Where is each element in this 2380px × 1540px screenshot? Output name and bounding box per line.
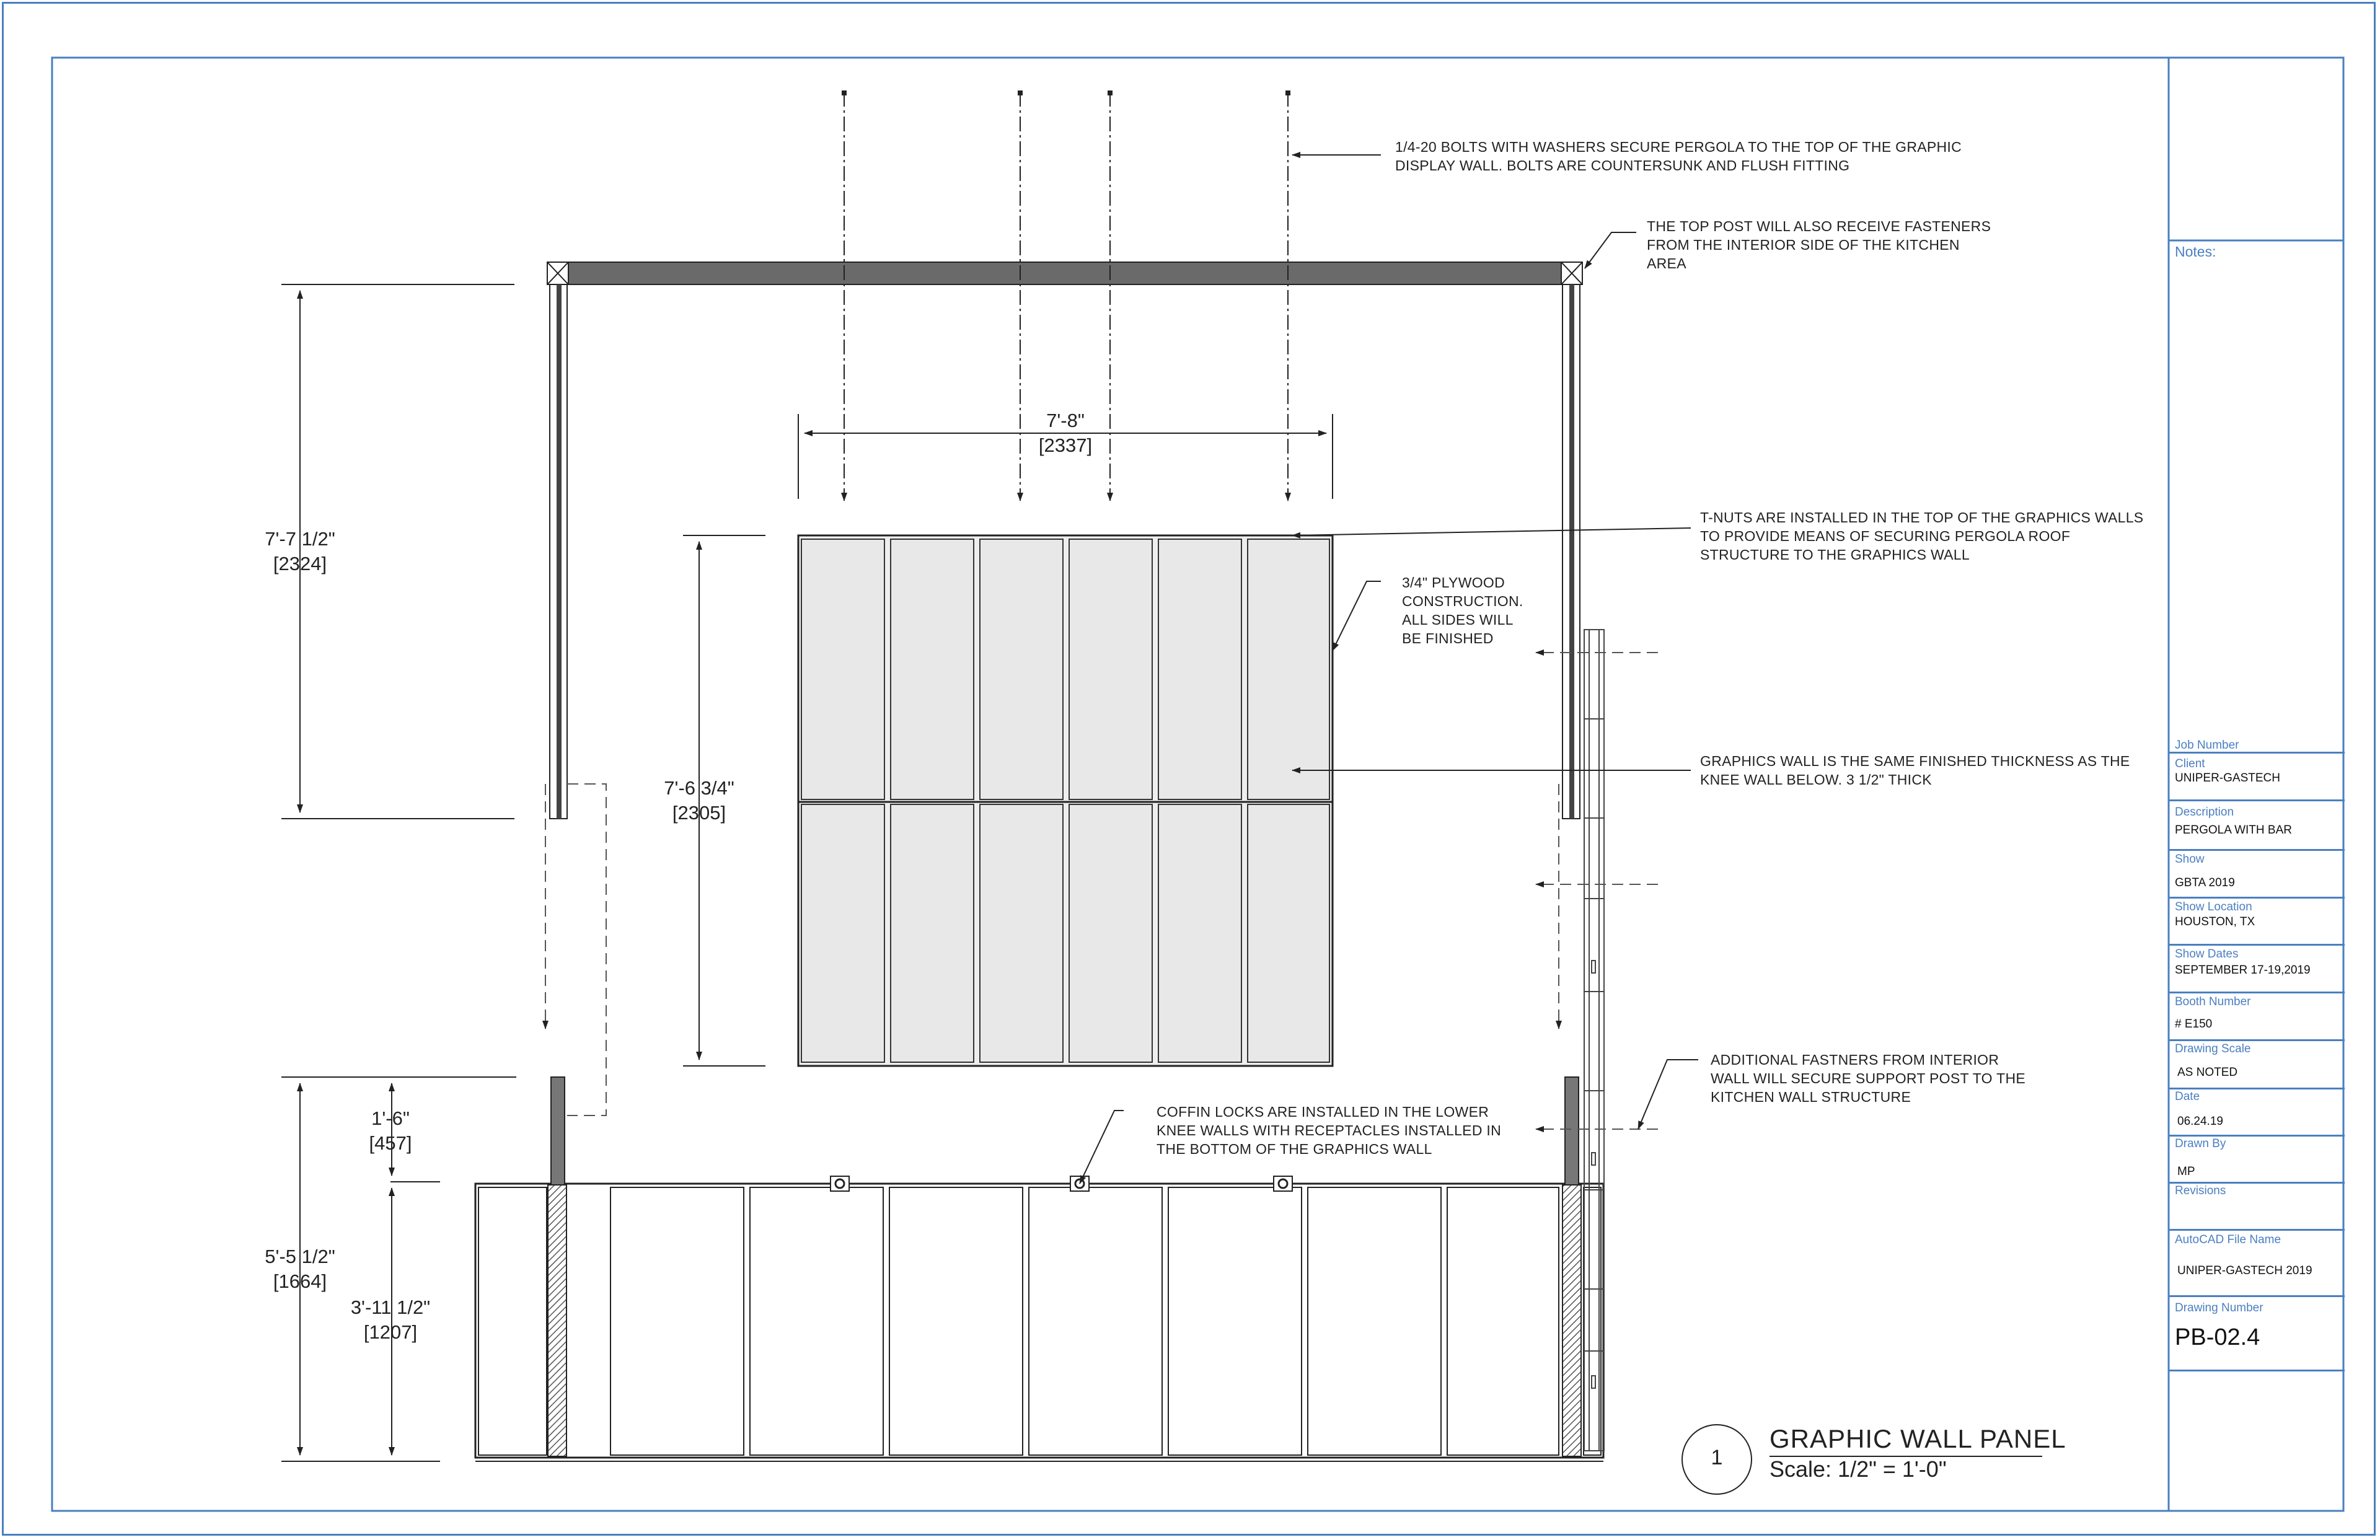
- bolt-heads: [842, 90, 1290, 95]
- dim-knee-wall-height-imperial: 3'-11 1/2": [350, 1296, 431, 1318]
- tb-divider: [2169, 849, 2345, 851]
- dim-graphics-width-imperial: 7'-8": [1046, 410, 1085, 431]
- dim-post-upper-height-imperial: 7'-7 1/2": [265, 528, 335, 550]
- drawing-title: GRAPHIC WALL PANEL: [1770, 1424, 2066, 1453]
- drawing-number-label: Drawing Number: [2175, 1301, 2263, 1314]
- date-label: Date: [2175, 1090, 2200, 1103]
- dim-overall-lower-imperial: 5'-5 1/2": [265, 1246, 335, 1267]
- dim-post-lower-gap-imperial: 1'-6": [371, 1107, 410, 1129]
- graphics-wall-note: GRAPHICS WALL IS THE SAME FINISHED THICKNESS AS THE KNEE WALL BELOW. 3 1/2" THICK: [1700, 753, 2130, 788]
- drawing-scale-value: AS NOTED: [2177, 1066, 2238, 1079]
- dim-knee-wall-height-metric: [1207]: [363, 1321, 418, 1343]
- tb-divider: [2169, 1370, 2345, 1371]
- notes-label: Notes:: [2175, 244, 2216, 260]
- description-value: PERGOLA WITH BAR: [2175, 824, 2292, 837]
- tb-divider: [2169, 1182, 2345, 1184]
- drawing-scale-title-label: Drawing Scale: [2175, 1042, 2251, 1055]
- dim-graphics-height-metric: [2305]: [672, 802, 726, 824]
- dim-post-upper-height-metric: [2324]: [273, 553, 327, 574]
- pergola-top-beam: [547, 262, 1582, 284]
- autocad-file-label: AutoCAD File Name: [2175, 1233, 2281, 1246]
- show-location-value: HOUSTON, TX: [2175, 915, 2255, 928]
- tb-divider: [2169, 1229, 2345, 1231]
- drawing-number-value: PB-02.4: [2175, 1324, 2260, 1350]
- client-label: Client: [2175, 757, 2205, 770]
- booth-number-value: # E150: [2175, 1018, 2213, 1031]
- graphics-wall-panel: [798, 535, 1333, 1066]
- description-label: Description: [2175, 806, 2234, 819]
- drawing-scale-label: Scale: 1/2" = 1'-0": [1770, 1456, 1947, 1482]
- dim-graphics-width-metric: [2337]: [1038, 434, 1093, 456]
- dim-knee-wall-height: [310, 1295, 471, 1345]
- tb-divider: [2169, 1088, 2345, 1089]
- show-location-label: Show Location: [2175, 900, 2252, 913]
- tb-divider: [2169, 1135, 2345, 1137]
- bolts-note: 1/4-20 BOLTS WITH WASHERS SECURE PERGOLA TO THE TOP OF THE GRAPHIC DISPLAY WALL. BOLTS ARE COUNTERSUNK AND FLUSH FITTING: [1395, 139, 1962, 174]
- plywood-note: 3/4" PLYWOOD CONSTRUCTION. ALL SIDES WILL BE FINISHED: [1402, 574, 1523, 646]
- dim-post-lower-gap-metric: [457]: [369, 1132, 412, 1154]
- coffin-locks-note: COFFIN LOCKS ARE INSTALLED IN THE LOWER KNEE WALLS WITH RECEPTACLES INSTALLED IN THE BOTTOM OF THE GRAPHICS WALL: [1157, 1104, 1502, 1157]
- tb-divider: [2169, 992, 2345, 993]
- dim-graphics-height: [619, 776, 780, 825]
- dim-overall-lower-metric: [1664]: [273, 1270, 327, 1292]
- tb-divider: [2169, 799, 2345, 801]
- tb-divider: [2169, 1039, 2345, 1041]
- t-nuts-note: T-NUTS ARE INSTALLED IN THE TOP OF THE GRAPHICS WALLS TO PROVIDE MEANS OF SECURING PERGOLA ROOF STRUCTURE TO THE GRAPHICS WALL: [1700, 509, 2144, 563]
- booth-number-label: Booth Number: [2175, 995, 2251, 1008]
- dim-post-upper-height: [219, 527, 381, 576]
- date-value: 06.24.19: [2177, 1115, 2223, 1128]
- dim-post-lower-gap: [310, 1106, 471, 1156]
- detail-number: 1: [1711, 1446, 1723, 1469]
- client-value: UNIPER-GASTECH: [2175, 772, 2280, 785]
- tb-divider: [2169, 944, 2345, 946]
- revisions-label: Revisions: [2175, 1184, 2226, 1197]
- show-dates-label: Show Dates: [2175, 948, 2239, 961]
- dim-graphics-height-imperial: 7'-6 3/4": [664, 777, 734, 799]
- tb-divider: [2169, 1295, 2345, 1297]
- tb-divider: [2169, 897, 2345, 899]
- additional-fasteners-note: ADDITIONAL FASTNERS FROM INTERIOR WALL WILL SECURE SUPPORT POST TO THE KITCHEN WALL STRUCTURE: [1711, 1052, 2025, 1105]
- dim-graphics-width: [985, 408, 1146, 458]
- job-number-label: Job Number: [2175, 739, 2239, 752]
- show-dates-value: SEPTEMBER 17-19,2019: [2175, 964, 2311, 977]
- top-post-note: THE TOP POST WILL ALSO RECEIVE FASTENERS FROM THE INTERIOR SIDE OF THE KITCHEN AREA: [1647, 218, 1991, 271]
- dim-overall-lower: [219, 1244, 381, 1294]
- autocad-file-value: UNIPER-GASTECH 2019: [2177, 1264, 2312, 1277]
- show-value: GBTA 2019: [2175, 876, 2235, 889]
- drawn-by-label: Drawn By: [2175, 1137, 2226, 1150]
- show-label: Show: [2175, 853, 2205, 866]
- drawn-by-value: MP: [2177, 1165, 2195, 1178]
